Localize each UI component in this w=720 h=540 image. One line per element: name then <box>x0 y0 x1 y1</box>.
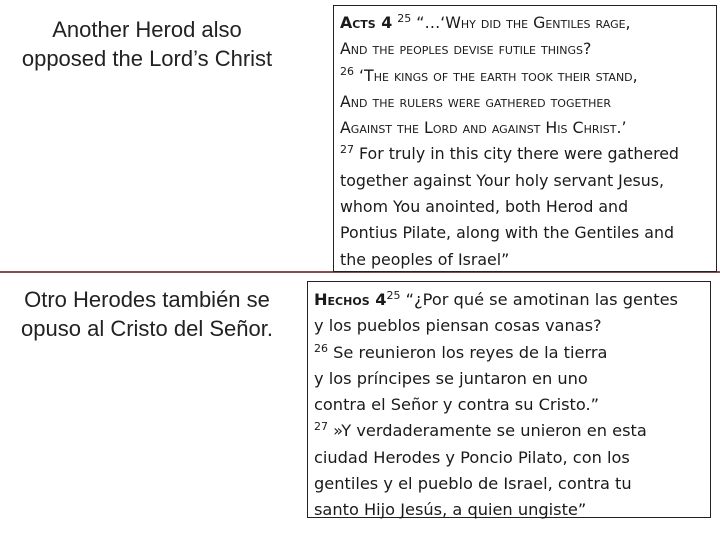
verse-line: And the peoples devise futile things? <box>340 39 592 59</box>
verse-box-spanish <box>307 281 711 518</box>
verse-text: “…‘Why did the Gentiles rage, <box>416 13 631 32</box>
verse-box-english <box>333 5 717 272</box>
passage-reference: Acts 4 <box>340 13 393 32</box>
verse-text: Se reunieron los reyes de la tierra <box>333 342 608 362</box>
verse-line: y los pueblos piensan cosas vanas? <box>314 316 602 336</box>
verse-line <box>314 418 704 444</box>
verse-number: 27 <box>340 143 354 157</box>
verse-line: santo Hijo Jesús, a quien ungiste” <box>314 500 587 520</box>
verse-line: together against Your holy servant Jesus, <box>340 170 665 190</box>
verse-number: 26 <box>314 341 328 355</box>
verse-line: And the rulers were gathered together <box>340 91 612 111</box>
verse-number: 25 <box>386 288 401 302</box>
verse-text: »Y verdaderamente se unieron en esta <box>333 421 647 441</box>
verse-line: contra el Señor y contra su Cristo.” <box>314 395 600 415</box>
verse-text: “¿Por qué se amotinan las gentes <box>405 290 678 309</box>
verse-line <box>340 63 710 89</box>
verse-line <box>340 141 710 167</box>
verse-line <box>340 10 710 36</box>
verse-text: For truly in this city there were gathered <box>359 144 679 164</box>
verse-line: gentiles y el pueblo de Israel, contra tu <box>314 474 632 494</box>
verse-line <box>314 287 704 313</box>
verse-line: Pontius Pilate, along with the Gentiles and <box>340 223 674 243</box>
verse-number: 27 <box>314 420 328 434</box>
verse-line: whom You anointed, both Herod and <box>340 197 629 217</box>
passage-reference: Hechos 4 <box>314 290 387 309</box>
heading-english: Another Herod also opposed the Lord’s Christ <box>21 17 273 71</box>
heading-spanish: Otro Herodes también se opuso al Cristo del Señor. <box>21 287 273 341</box>
verse-line: the peoples of Israel” <box>340 249 510 269</box>
verse-line <box>314 340 704 366</box>
verse-line: Against the Lord and against His Christ.’ <box>340 118 627 138</box>
verse-line: y los príncipes se juntaron en uno <box>314 368 588 388</box>
verse-number: 26 <box>340 64 354 78</box>
verse-line: ciudad Herodes y Poncio Pilato, con los <box>314 447 630 467</box>
verse-number: 25 <box>397 11 412 25</box>
verse-text: ‘The kings of the earth took their stand, <box>359 65 638 85</box>
